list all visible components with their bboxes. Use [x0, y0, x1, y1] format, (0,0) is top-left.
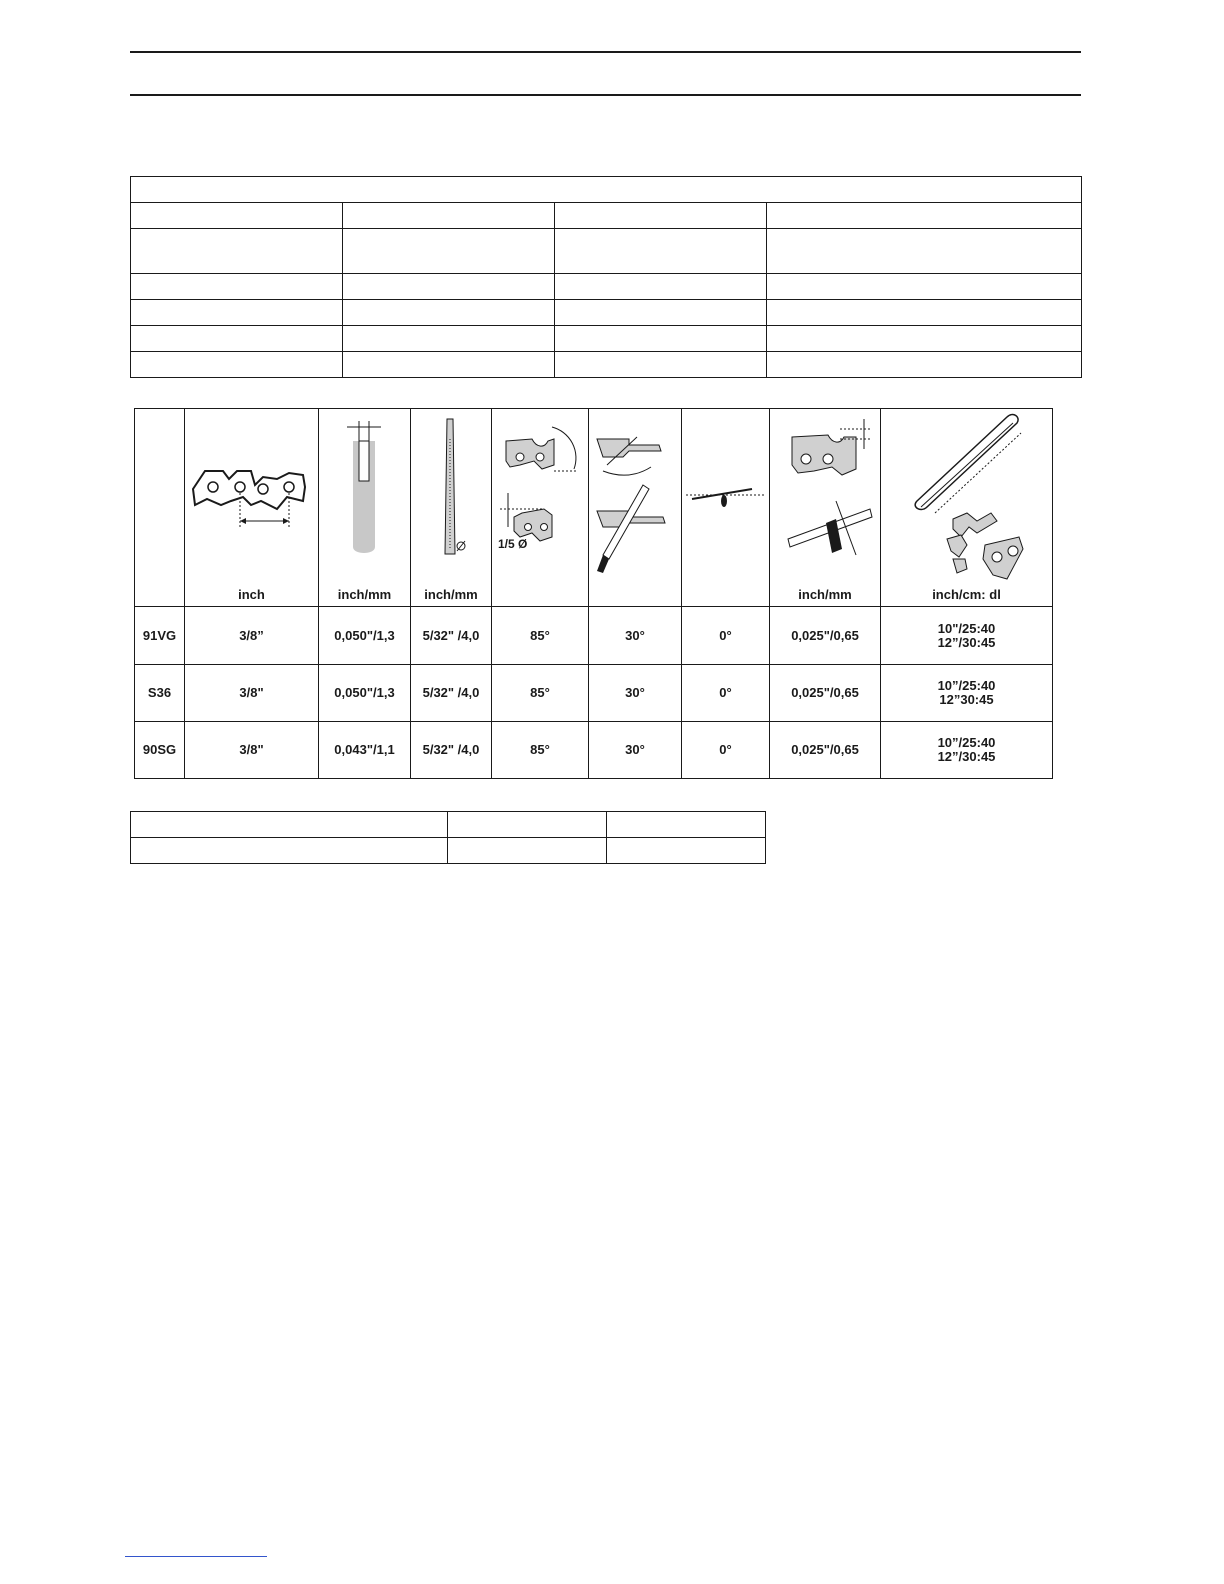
pitch-cell: 3/8" [185, 665, 319, 722]
file-holding-angle-icon [682, 409, 769, 606]
hold-angle-cell: 0° [682, 722, 770, 779]
bottom-cell [448, 812, 607, 838]
specs-row [131, 300, 1082, 326]
model-cell: 91VG [135, 607, 185, 665]
bar-length-1: 10"/25:40 [937, 620, 996, 636]
table-row [135, 665, 1053, 722]
file-unit-label: inch/mm [424, 587, 478, 602]
specs-cell [555, 352, 767, 378]
top-plate-angle-cell: 85° [492, 607, 589, 665]
specifications-table [130, 176, 1082, 378]
bottom-cell [448, 838, 607, 864]
specs-row [131, 326, 1082, 352]
specs-cell [767, 229, 1082, 274]
model-cell: S36 [135, 665, 185, 722]
gauge-cell: 0,043"/1,1 [319, 722, 411, 779]
filing-angle-cell: 30° [589, 722, 682, 779]
pitch-cell: 3/8” [185, 607, 319, 665]
specs-cell [131, 274, 343, 300]
file-cell: 5/32" /4,0 [411, 607, 492, 665]
top-plate-angle-cell: 85° [492, 722, 589, 779]
header-rule-bottom [130, 94, 1081, 96]
specs-row [131, 352, 1082, 378]
bottom-table-row [131, 838, 766, 864]
specs-cell [343, 229, 555, 274]
filing-angle-cell: 30° [589, 665, 682, 722]
specs-cell [131, 352, 343, 378]
header-rule-top [130, 51, 1081, 53]
hold-angle-cell: 0° [682, 665, 770, 722]
top-plate-filing-angle-icon [492, 409, 588, 606]
bar-header-cell [881, 409, 1053, 607]
gauge-cell: 0,050"/1,3 [319, 607, 411, 665]
specs-cell [555, 229, 767, 274]
bottom-cell [607, 812, 766, 838]
file-header-cell [411, 409, 492, 607]
depth-gauge-cell: 0,025"/0,65 [770, 722, 881, 779]
side-plate-filing-angle-icon [589, 409, 681, 606]
bar-unit-label: inch/cm: dl [932, 587, 1001, 602]
specs-cell [555, 326, 767, 352]
gauge-header-cell [319, 409, 411, 607]
table-row [135, 607, 1053, 665]
depth-unit-label: inch/mm [798, 587, 852, 602]
bar-cell [881, 665, 1053, 722]
chain-combination-table [134, 408, 1053, 779]
round-file-icon [411, 409, 491, 606]
file-cell: 5/32" /4,0 [411, 665, 492, 722]
specs-title-row [131, 177, 1082, 203]
bottom-cell [131, 812, 448, 838]
bar-length-2: 12”/30:45 [937, 634, 996, 650]
depth-gauge-header-cell [770, 409, 881, 607]
pitch-header-cell [185, 409, 319, 607]
top-plate-angle-header-cell [492, 409, 589, 607]
specs-row [131, 229, 1082, 274]
specs-cell [131, 300, 343, 326]
specs-cell [767, 300, 1082, 326]
depth-gauge-setting-icon [770, 409, 880, 606]
depth-gauge-cell: 0,025"/0,65 [770, 665, 881, 722]
bar-length-2: 12”/30:45 [937, 749, 996, 764]
pitch-unit-label: inch [238, 587, 265, 602]
model-cell: 90SG [135, 722, 185, 779]
specs-title-cell [131, 177, 1082, 203]
specs-cell [555, 203, 767, 229]
bottom-table-row [131, 812, 766, 838]
bar-length-2: 12”30:45 [939, 692, 994, 707]
filing-angle-header-cell [589, 409, 682, 607]
top-plate-angle-cell: 85° [492, 665, 589, 722]
model-header-cell [135, 409, 185, 607]
file-cell: 5/32" /4,0 [411, 722, 492, 779]
chain-header-row [135, 409, 1053, 607]
specs-cell [343, 326, 555, 352]
bar-length-1: 10”/25:40 [937, 678, 996, 693]
filing-angle-cell: 30° [589, 607, 682, 665]
specs-cell [767, 274, 1082, 300]
specs-cell [767, 352, 1082, 378]
footer-link-underline[interactable] [125, 1556, 267, 1557]
specs-cell [343, 352, 555, 378]
specs-cell [131, 229, 343, 274]
bottom-table [130, 811, 766, 864]
specs-cell [343, 203, 555, 229]
pitch-cell: 3/8" [185, 722, 319, 779]
specs-cell [555, 274, 767, 300]
gauge-cell: 0,050"/1,3 [319, 665, 411, 722]
depth-gauge-cell: 0,025"/0,65 [770, 607, 881, 665]
bar-length-1: 10”/25:40 [937, 735, 996, 750]
specs-cell [343, 274, 555, 300]
hold-angle-header-cell [682, 409, 770, 607]
specs-header-row [131, 203, 1082, 229]
guide-bar-and-chain-icon [881, 409, 1055, 606]
bar-cell [881, 607, 1053, 665]
bar-cell [881, 722, 1053, 779]
drive-link-gauge-icon [319, 409, 410, 606]
specs-cell [343, 300, 555, 326]
specs-row [131, 274, 1082, 300]
bottom-cell [131, 838, 448, 864]
gauge-unit-label: inch/mm [337, 587, 392, 602]
specs-cell [767, 326, 1082, 352]
specs-cell [131, 203, 343, 229]
bottom-cell [607, 838, 766, 864]
specs-cell [131, 326, 343, 352]
hold-angle-cell: 0° [682, 607, 770, 665]
specs-cell [767, 203, 1082, 229]
specs-cell [555, 300, 767, 326]
table-row [135, 722, 1053, 779]
chain-pitch-icon [185, 409, 318, 606]
file-top-mark-label: 1/5 Ø [498, 537, 528, 551]
